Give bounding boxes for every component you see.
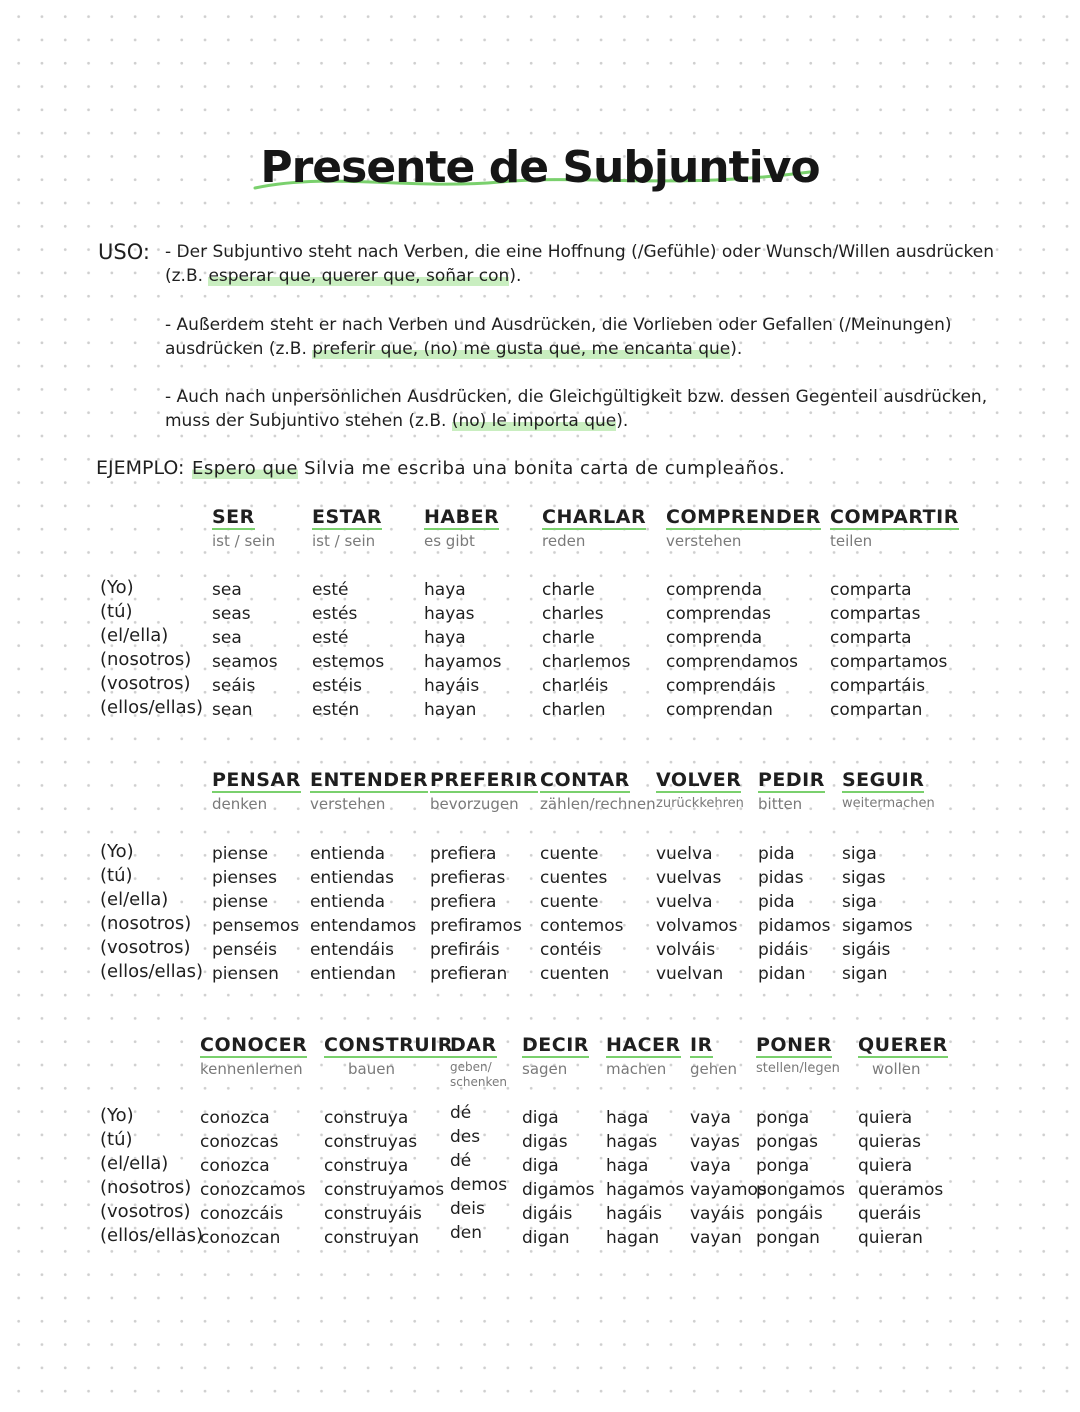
conjugated-form: charles [542, 604, 604, 624]
conjugated-form: vuelva [656, 892, 713, 912]
conjugated-form: entienda [310, 844, 386, 864]
conjugated-form: conozca [200, 1108, 270, 1128]
verb-forms [212, 578, 278, 722]
conjugated-form: pensemos [212, 916, 300, 936]
conjugated-form: volvamos [656, 916, 738, 936]
verb-name: COMPRENDER [666, 506, 821, 528]
uso-paragraph-3 [165, 385, 995, 433]
pronoun-label: (tú) [100, 1129, 133, 1150]
verb-volver [656, 769, 744, 986]
conjugated-form: comprendas [666, 604, 772, 624]
verb-pedir [758, 769, 831, 986]
conjugated-form: siga [842, 844, 877, 864]
conjugated-form: sigan [842, 964, 888, 984]
verb-name: QUERER [858, 1034, 948, 1056]
conjugated-form: charle [542, 628, 595, 648]
conjugated-form: queramos [858, 1180, 944, 1200]
pronoun-label: (nosotros) [100, 913, 192, 934]
verb-forms [200, 1106, 307, 1250]
conjugated-form: hayáis [424, 676, 480, 696]
conjugated-form: entienda [310, 892, 386, 912]
conjugated-form: contéis [540, 940, 602, 960]
uso-text: ). [616, 411, 629, 431]
uso-text: ). [730, 339, 743, 359]
pronoun-label: (nosotros) [100, 649, 192, 670]
conjugated-form: conozca [200, 1156, 270, 1176]
verb-seguir [842, 769, 935, 986]
conjugated-form: construyamos [324, 1180, 445, 1200]
verb-translation: bauen [348, 1060, 395, 1078]
pronoun-column-group-2 [100, 840, 204, 984]
conjugated-form: vayas [690, 1132, 740, 1152]
verb-forms [606, 1106, 684, 1250]
verb-name: SER [212, 506, 255, 528]
conjugated-form: charle [542, 580, 595, 600]
pronoun-label: (el/ella) [100, 625, 169, 646]
conjugated-form: queráis [858, 1204, 922, 1224]
conjugated-form: cuenten [540, 964, 610, 984]
verb-translation: teilen [830, 532, 873, 550]
verb-hacer [606, 1034, 684, 1250]
verb-forms [424, 578, 502, 722]
verb-dar [450, 1034, 507, 1245]
pronoun-label: (ellos/ellas) [100, 1225, 204, 1246]
uso-paragraph-1 [165, 240, 995, 288]
pronoun-label: (el/ella) [100, 1153, 169, 1174]
verb-translation: bitten [758, 795, 803, 813]
conjugated-form: pongan [756, 1228, 820, 1248]
verb-translation: kennenlernen [200, 1060, 303, 1078]
conjugated-form: volváis [656, 940, 716, 960]
conjugated-form: comprenda [666, 580, 763, 600]
pronoun-label: (vosotros) [100, 673, 191, 694]
conjugated-form: diga [522, 1108, 559, 1128]
verb-estar [312, 506, 384, 722]
conjugated-form: digáis [522, 1204, 573, 1224]
verb-forms [212, 842, 301, 986]
conjugated-form: comprenda [666, 628, 763, 648]
uso-paragraph-2 [165, 313, 995, 361]
conjugated-form: pidamos [758, 916, 831, 936]
verb-translation: verstehen [666, 532, 742, 550]
pronoun-label: (vosotros) [100, 1201, 191, 1222]
pronoun-label: (Yo) [100, 841, 134, 862]
conjugated-form: contemos [540, 916, 624, 936]
conjugated-form: conozcas [200, 1132, 279, 1152]
pronoun-label: (nosotros) [100, 1177, 192, 1198]
conjugated-form: pongas [756, 1132, 819, 1152]
verb-translation: stellen/legen [756, 1061, 840, 1076]
conjugated-form: pienses [212, 868, 277, 888]
verb-name: VOLVER [656, 769, 742, 791]
conjugated-form: hagamos [606, 1180, 685, 1200]
conjugated-form: piense [212, 892, 269, 912]
conjugated-form: haga [606, 1108, 649, 1128]
conjugated-form: construyas [324, 1132, 418, 1152]
conjugated-form: prefieras [430, 868, 506, 888]
conjugated-form: demos [450, 1175, 508, 1195]
verb-name: HACER [606, 1034, 681, 1056]
conjugated-form: vaya [690, 1156, 731, 1176]
verb-translation: gehen [690, 1060, 737, 1078]
conjugated-form: estén [312, 700, 360, 720]
verb-ser [212, 506, 278, 722]
uso-text: - Außerdem steht er nach Verben und Ausdrücken, die Vorlieben oder Gefallen (/Meinungen) ausdrücken (z.B. [165, 315, 952, 359]
verb-name: ENTENDER [310, 769, 429, 791]
verb-forms [842, 842, 935, 986]
conjugated-form: charlen [542, 700, 606, 720]
conjugated-form: esté [312, 580, 349, 600]
verb-construir [324, 1034, 453, 1250]
conjugated-form: seamos [212, 652, 278, 672]
verb-forms [758, 842, 831, 986]
verb-name: PREFERIR [430, 769, 538, 791]
verb-translation: zählen/rechnen [540, 795, 656, 813]
verb-name: CHARLAR [542, 506, 647, 528]
conjugated-form: sea [212, 580, 242, 600]
verb-forms [310, 842, 428, 986]
verb-name: DECIR [522, 1034, 589, 1056]
verb-name: ESTAR [312, 506, 382, 528]
uso-highlight: (no) le importa que [451, 411, 617, 431]
conjugated-form: charléis [542, 676, 609, 696]
conjugated-form: cuente [540, 844, 599, 864]
conjugated-form: sea [212, 628, 242, 648]
conjugated-form: construya [324, 1108, 409, 1128]
verb-charlar [542, 506, 646, 722]
conjugated-form: hagan [606, 1228, 660, 1248]
pronoun-label: (tú) [100, 601, 133, 622]
pronoun-label: (Yo) [100, 1105, 134, 1126]
conjugated-form: estés [312, 604, 358, 624]
conjugated-form: hagas [606, 1132, 658, 1152]
verb-conocer [200, 1034, 307, 1250]
pronoun-column-group-3 [100, 1104, 204, 1248]
conjugated-form: compartas [830, 604, 921, 624]
conjugated-form: digan [522, 1228, 570, 1248]
verb-compartir [830, 506, 959, 722]
verb-translation: denken [212, 795, 268, 813]
conjugated-form: dé [450, 1151, 472, 1171]
conjugated-form: conozcan [200, 1228, 281, 1248]
conjugated-form: digamos [522, 1180, 595, 1200]
conjugated-form: piense [212, 844, 269, 864]
conjugated-form: prefiráis [430, 940, 500, 960]
conjugated-form: ponga [756, 1156, 810, 1176]
conjugated-form: compartamos [830, 652, 948, 672]
conjugated-form: haya [424, 628, 466, 648]
pronoun-label: (ellos/ellas) [100, 697, 204, 718]
pronoun-label: (tú) [100, 865, 133, 886]
conjugated-form: sigáis [842, 940, 891, 960]
verb-translation: machen [606, 1060, 667, 1078]
conjugated-form: sigamos [842, 916, 913, 936]
conjugated-form: ponga [756, 1108, 810, 1128]
verb-name: DAR [450, 1034, 497, 1056]
conjugated-form: entendáis [310, 940, 394, 960]
verb-forms [312, 578, 384, 722]
verb-contar [540, 769, 656, 986]
ejemplo-sentence [192, 458, 785, 479]
conjugated-form: hayas [424, 604, 475, 624]
verb-translation: wollen [872, 1060, 921, 1078]
verb-haber [424, 506, 502, 722]
conjugated-form: hagáis [606, 1204, 662, 1224]
verb-name: IR [690, 1034, 713, 1056]
uso-highlight: esperar que, querer que, soñar con [208, 266, 510, 286]
pronoun-label: (Yo) [100, 577, 134, 598]
verb-forms [522, 1106, 595, 1250]
verb-name: PONER [756, 1034, 833, 1056]
verb-preferir [430, 769, 538, 986]
verb-translation: verstehen [310, 795, 386, 813]
conjugated-form: sigas [842, 868, 886, 888]
verb-translation: sagen [522, 1060, 568, 1078]
verb-comprender [666, 506, 821, 722]
conjugated-form: digas [522, 1132, 568, 1152]
verb-forms [324, 1106, 453, 1250]
uso-text: ). [509, 266, 522, 286]
conjugated-form: sean [212, 700, 253, 720]
conjugated-form: estemos [312, 652, 385, 672]
conjugated-form: vuelvan [656, 964, 724, 984]
uso-highlight: preferir que, (no) me gusta que, me encanta que [312, 339, 731, 359]
uso-text: - Auch nach unpersönlichen Ausdrücken, die Gleichgültigkeit bzw. dessen Gegenteil ausdrücken, muss der Subjuntivo stehen (z.B. [165, 387, 988, 431]
conjugated-form: vayáis [690, 1204, 745, 1224]
verb-translation: ist / sein [212, 532, 276, 550]
pronoun-label: (ellos/ellas) [100, 961, 204, 982]
verb-name: CONSTRUIR [324, 1034, 453, 1056]
verb-querer [858, 1034, 948, 1250]
conjugated-form: charlemos [542, 652, 631, 672]
conjugated-form: des [450, 1127, 481, 1147]
ejemplo-label: EJEMPLO: [96, 457, 185, 479]
conjugated-form: entiendan [310, 964, 396, 984]
verb-name: HABER [424, 506, 500, 528]
verb-poner [756, 1034, 845, 1250]
verb-entender [310, 769, 428, 986]
conjugated-form: haga [606, 1156, 649, 1176]
page-title: Presente de Subjuntivo [260, 142, 820, 193]
conjugated-form: prefiramos [430, 916, 522, 936]
ejemplo-highlight: Espero que [192, 458, 298, 479]
verb-translation: geben/ schenken [450, 1060, 507, 1089]
verb-name: CONTAR [540, 769, 630, 791]
uso-text: - Der Subjuntivo steht nach Verben, die eine Hoffnung (/Gefühle) oder Wunsch/Willen ausdrücken (z.B. [165, 242, 995, 286]
conjugated-form: comprendáis [666, 676, 776, 696]
conjugated-form: pidáis [758, 940, 809, 960]
conjugated-form: siga [842, 892, 877, 912]
conjugated-form: deis [450, 1199, 485, 1219]
conjugated-form: entendamos [310, 916, 417, 936]
conjugated-form: quieran [858, 1228, 923, 1248]
conjugated-form: piensen [212, 964, 279, 984]
uso-label: USO: [98, 240, 150, 264]
conjugated-form: dé [450, 1103, 472, 1123]
conjugated-form: pongáis [756, 1204, 823, 1224]
conjugated-form: construya [324, 1156, 409, 1176]
verb-pensar [212, 769, 301, 986]
conjugated-form: cuente [540, 892, 599, 912]
conjugated-form: diga [522, 1156, 559, 1176]
verb-translation: es gibt [424, 532, 475, 550]
conjugated-form: seas [212, 604, 251, 624]
verb-name: COMPARTIR [830, 506, 959, 528]
conjugated-form: pida [758, 844, 795, 864]
verb-forms [656, 842, 744, 986]
verb-forms [542, 578, 646, 722]
conjugated-form: comparta [830, 628, 912, 648]
conjugated-form: conozcáis [200, 1204, 284, 1224]
conjugated-form: quieras [858, 1132, 922, 1152]
verb-name: SEGUIR [842, 769, 925, 791]
verb-forms [830, 578, 959, 722]
conjugated-form: vaya [690, 1108, 731, 1128]
conjugated-form: hayamos [424, 652, 502, 672]
conjugated-form: vayamos [690, 1180, 767, 1200]
conjugated-form: haya [424, 580, 466, 600]
conjugated-form: quiera [858, 1108, 913, 1128]
verb-forms [666, 578, 821, 722]
pronoun-label: (vosotros) [100, 937, 191, 958]
conjugated-form: esté [312, 628, 349, 648]
conjugated-form: cuentes [540, 868, 608, 888]
conjugated-form: pida [758, 892, 795, 912]
conjugated-form: conozcamos [200, 1180, 306, 1200]
conjugated-form: compartan [830, 700, 923, 720]
verb-name: CONOCER [200, 1034, 308, 1056]
conjugated-form: prefiera [430, 892, 497, 912]
pronoun-column-group-1 [100, 576, 204, 720]
conjugated-form: hayan [424, 700, 477, 720]
conjugated-form: comprendamos [666, 652, 798, 672]
conjugated-form: entiendas [310, 868, 394, 888]
conjugated-form: comprendan [666, 700, 773, 720]
conjugated-form: pongamos [756, 1180, 845, 1200]
verb-forms [450, 1101, 507, 1245]
conjugated-form: construyan [324, 1228, 420, 1248]
verb-translation: bevorzugen [430, 795, 519, 813]
conjugated-form: quiera [858, 1156, 913, 1176]
verb-translation: weitermachen [842, 796, 935, 811]
conjugated-form: penséis [212, 940, 277, 960]
conjugated-form: comparta [830, 580, 912, 600]
conjugated-form: compartáis [830, 676, 926, 696]
verb-name: PEDIR [758, 769, 825, 791]
conjugated-form: seáis [212, 676, 256, 696]
conjugated-form: vayan [690, 1228, 742, 1248]
verb-forms [430, 842, 538, 986]
conjugated-form: pidas [758, 868, 804, 888]
ejemplo-text: Silvia me escriba una bonita carta de cumpleaños. [304, 458, 786, 479]
verb-name: PENSAR [212, 769, 301, 791]
verb-forms [540, 842, 656, 986]
conjugated-form: prefiera [430, 844, 497, 864]
verb-translation: zurückkehren [656, 796, 744, 811]
verb-decir [522, 1034, 595, 1250]
verb-forms [858, 1106, 948, 1250]
pronoun-label: (el/ella) [100, 889, 169, 910]
conjugated-form: estéis [312, 676, 363, 696]
verb-forms [756, 1106, 845, 1250]
conjugated-form: den [450, 1223, 483, 1243]
conjugated-form: prefieran [430, 964, 508, 984]
conjugated-form: construyáis [324, 1204, 422, 1224]
verb-translation: ist / sein [312, 532, 376, 550]
conjugated-form: vuelvas [656, 868, 722, 888]
conjugated-form: vuelva [656, 844, 713, 864]
verb-translation: reden [542, 532, 586, 550]
conjugated-form: pidan [758, 964, 806, 984]
